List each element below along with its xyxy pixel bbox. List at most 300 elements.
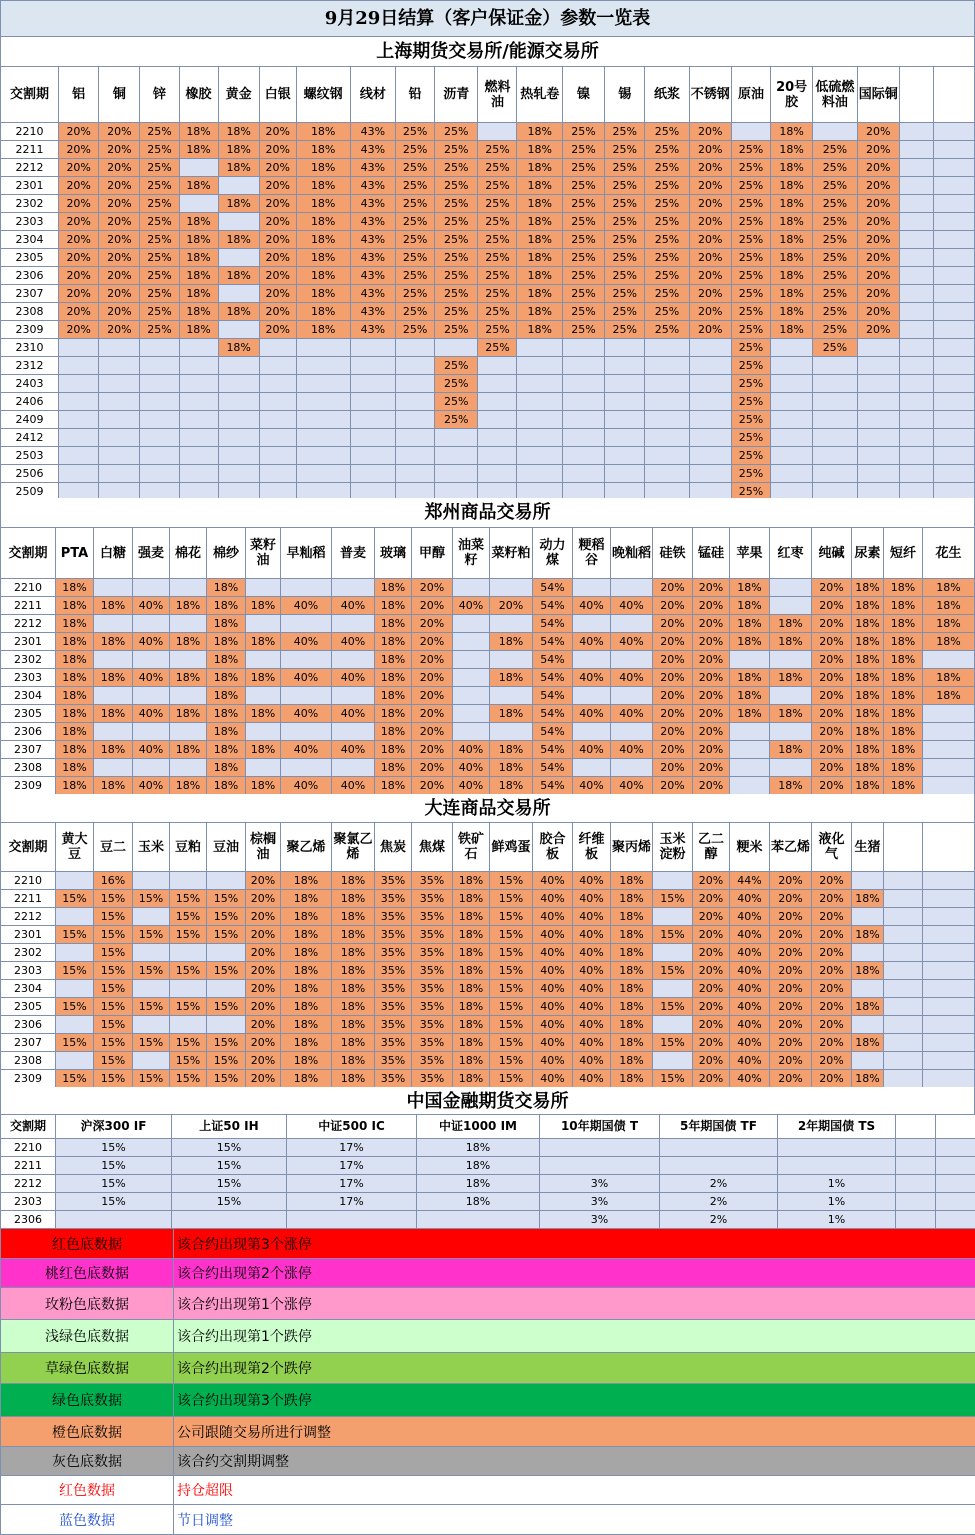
margin-cell <box>605 339 645 357</box>
margin-cell <box>218 447 259 465</box>
margin-cell: 18% <box>884 759 923 777</box>
shfe-col-header: 纸浆 <box>645 67 689 123</box>
margin-cell <box>453 651 490 669</box>
margin-cell: 40% <box>533 1052 573 1070</box>
margin-cell <box>478 429 517 447</box>
margin-cell: 25% <box>645 321 689 339</box>
margin-cell <box>133 944 170 962</box>
margin-cell: 18% <box>218 141 259 159</box>
margin-cell: 15% <box>207 926 246 944</box>
margin-cell: 25% <box>140 159 179 177</box>
margin-cell: 25% <box>605 123 645 141</box>
margin-cell <box>170 1016 207 1034</box>
margin-cell: 40% <box>453 759 490 777</box>
margin-cell: 18% <box>884 579 923 597</box>
legend-key: 绿色底数据 <box>1 1384 174 1417</box>
czce-row <box>1 759 975 777</box>
margin-cell: 20% <box>770 1052 812 1070</box>
margin-cell: 18% <box>332 998 375 1016</box>
margin-cell: 20% <box>857 303 899 321</box>
margin-cell <box>813 447 857 465</box>
margin-cell <box>813 393 857 411</box>
margin-cell <box>56 980 94 998</box>
margin-cell: 15% <box>207 1070 246 1088</box>
margin-cell <box>899 249 933 267</box>
margin-cell: 18% <box>375 651 412 669</box>
margin-cell <box>350 429 395 447</box>
margin-cell <box>933 231 974 249</box>
margin-cell: 40% <box>730 908 770 926</box>
margin-cell: 20% <box>857 123 899 141</box>
margin-cell <box>417 1211 540 1229</box>
margin-cell: 18% <box>453 962 490 980</box>
czce-col-header: 锰硅 <box>693 528 730 579</box>
margin-cell: 20% <box>693 1016 730 1034</box>
margin-cell <box>259 339 296 357</box>
margin-cell: 25% <box>396 303 435 321</box>
margin-cell: 54% <box>533 723 573 741</box>
margin-cell <box>332 615 375 633</box>
margin-cell: 18% <box>296 213 350 231</box>
margin-cell: 25% <box>731 375 770 393</box>
margin-cell <box>884 944 923 962</box>
margin-cell: 20% <box>812 597 852 615</box>
margin-cell: 20% <box>689 195 731 213</box>
margin-cell <box>259 375 296 393</box>
margin-cell <box>605 393 645 411</box>
margin-cell <box>179 393 218 411</box>
margin-cell: 17% <box>287 1193 417 1211</box>
margin-cell: 35% <box>375 1034 412 1052</box>
margin-cell: 20% <box>812 651 852 669</box>
margin-cell: 25% <box>435 267 478 285</box>
margin-cell: 20% <box>412 633 453 651</box>
margin-cell: 54% <box>533 651 573 669</box>
margin-cell: 40% <box>133 705 170 723</box>
dce-col-header: 玉米 <box>133 823 170 872</box>
margin-cell: 18% <box>517 285 562 303</box>
shfe-row <box>1 213 975 231</box>
czce-col-header: 强麦 <box>133 528 170 579</box>
margin-cell: 20% <box>653 669 693 687</box>
margin-cell <box>778 1139 896 1157</box>
margin-cell: 15% <box>207 908 246 926</box>
dce-col-header: 棕榈油 <box>246 823 281 872</box>
margin-cell: 54% <box>533 669 573 687</box>
czce-row <box>1 597 975 615</box>
margin-cell: 18% <box>179 231 218 249</box>
margin-cell: 15% <box>94 962 133 980</box>
margin-cell: 18% <box>94 741 133 759</box>
margin-cell: 18% <box>94 705 133 723</box>
margin-cell: 2% <box>660 1193 778 1211</box>
margin-cell: 18% <box>770 177 812 195</box>
margin-cell: 15% <box>170 1052 207 1070</box>
margin-cell <box>689 411 731 429</box>
margin-cell: 2% <box>660 1211 778 1229</box>
margin-cell <box>730 723 770 741</box>
margin-cell: 18% <box>770 195 812 213</box>
margin-cell: 18% <box>296 123 350 141</box>
margin-cell: 18% <box>296 303 350 321</box>
margin-cell: 25% <box>605 267 645 285</box>
margin-cell <box>813 411 857 429</box>
margin-cell <box>140 393 179 411</box>
margin-cell: 35% <box>412 872 453 890</box>
margin-cell: 20% <box>693 633 730 651</box>
margin-cell <box>899 141 933 159</box>
margin-cell <box>605 375 645 393</box>
margin-cell: 25% <box>605 177 645 195</box>
margin-cell: 20% <box>812 687 852 705</box>
margin-cell <box>140 411 179 429</box>
margin-cell: 20% <box>693 705 730 723</box>
margin-cell: 20% <box>59 123 99 141</box>
margin-cell: 25% <box>731 447 770 465</box>
margin-cell: 40% <box>573 962 611 980</box>
czce-col-header: 动力煤 <box>533 528 573 579</box>
margin-cell: 20% <box>59 195 99 213</box>
margin-cell: 40% <box>281 777 332 795</box>
margin-cell: 40% <box>281 597 332 615</box>
margin-cell: 40% <box>730 962 770 980</box>
margin-cell: 40% <box>453 741 490 759</box>
margin-cell: 15% <box>56 1139 172 1157</box>
margin-cell: 20% <box>246 890 281 908</box>
margin-cell <box>179 465 218 483</box>
margin-cell <box>172 1211 287 1229</box>
cffex-col-header: 上证50 IH <box>172 1115 287 1139</box>
margin-cell <box>936 1175 975 1193</box>
margin-cell <box>56 1016 94 1034</box>
margin-cell: 18% <box>246 597 281 615</box>
margin-cell: 25% <box>731 465 770 483</box>
margin-cell <box>689 447 731 465</box>
margin-cell: 20% <box>693 1070 730 1088</box>
margin-cell <box>94 759 133 777</box>
margin-cell: 25% <box>396 195 435 213</box>
margin-cell: 40% <box>573 597 611 615</box>
margin-cell: 18% <box>770 213 812 231</box>
margin-cell: 20% <box>99 159 140 177</box>
margin-cell <box>689 429 731 447</box>
contract-period: 2212 <box>1 615 56 633</box>
margin-cell <box>133 651 170 669</box>
margin-cell <box>246 615 281 633</box>
margin-cell: 35% <box>375 980 412 998</box>
margin-cell: 20% <box>653 705 693 723</box>
margin-cell <box>490 651 533 669</box>
margin-cell: 20% <box>689 159 731 177</box>
margin-cell: 35% <box>412 980 453 998</box>
margin-cell: 54% <box>533 633 573 651</box>
margin-cell: 18% <box>296 195 350 213</box>
margin-cell: 25% <box>140 249 179 267</box>
cffex-row <box>1 1211 975 1229</box>
margin-cell: 18% <box>453 1016 490 1034</box>
margin-cell: 18% <box>207 777 246 795</box>
margin-cell: 40% <box>573 1070 611 1088</box>
margin-cell <box>933 411 974 429</box>
margin-cell <box>884 872 923 890</box>
dce-col-header: 焦炭 <box>375 823 412 872</box>
margin-cell: 18% <box>179 177 218 195</box>
margin-cell <box>660 1139 778 1157</box>
margin-cell: 25% <box>478 339 517 357</box>
margin-cell: 25% <box>140 123 179 141</box>
margin-cell <box>170 872 207 890</box>
margin-cell: 25% <box>562 195 604 213</box>
shfe-row <box>1 159 975 177</box>
margin-cell: 18% <box>296 267 350 285</box>
margin-cell: 18% <box>453 926 490 944</box>
margin-cell: 18% <box>884 669 923 687</box>
margin-cell: 25% <box>813 285 857 303</box>
margin-cell: 18% <box>218 267 259 285</box>
legend-desc: 该合约出现第3个跌停 <box>174 1384 975 1417</box>
margin-cell: 20% <box>59 177 99 195</box>
margin-cell: 18% <box>770 633 812 651</box>
margin-cell <box>933 249 974 267</box>
czce-col-header: 甲醇 <box>412 528 453 579</box>
margin-cell: 15% <box>170 962 207 980</box>
margin-cell: 25% <box>645 195 689 213</box>
margin-cell: 35% <box>412 998 453 1016</box>
margin-cell: 20% <box>693 759 730 777</box>
margin-cell <box>218 393 259 411</box>
contract-period: 2306 <box>1 1211 56 1229</box>
margin-cell: 20% <box>653 741 693 759</box>
margin-cell <box>59 465 99 483</box>
margin-cell: 18% <box>375 669 412 687</box>
cffex-col-header: 中证1000 IM <box>417 1115 540 1139</box>
margin-cell <box>99 429 140 447</box>
margin-cell <box>645 339 689 357</box>
margin-cell: 3% <box>540 1193 660 1211</box>
margin-cell: 40% <box>533 872 573 890</box>
margin-cell: 25% <box>813 339 857 357</box>
margin-cell <box>770 357 812 375</box>
margin-cell <box>59 411 99 429</box>
margin-cell: 40% <box>453 777 490 795</box>
margin-cell <box>933 159 974 177</box>
margin-cell: 20% <box>59 249 99 267</box>
margin-cell <box>133 579 170 597</box>
margin-cell <box>923 980 975 998</box>
cffex-row <box>1 1193 975 1211</box>
margin-cell: 18% <box>218 195 259 213</box>
margin-cell <box>478 411 517 429</box>
margin-cell <box>281 687 332 705</box>
margin-cell: 35% <box>375 962 412 980</box>
contract-period: 2303 <box>1 1193 56 1211</box>
shfe-col-header: 锌 <box>140 67 179 123</box>
margin-cell <box>884 980 923 998</box>
margin-cell: 20% <box>812 633 852 651</box>
margin-cell: 25% <box>731 249 770 267</box>
margin-cell: 18% <box>490 669 533 687</box>
margin-cell <box>770 597 812 615</box>
margin-cell: 25% <box>605 303 645 321</box>
margin-cell <box>59 375 99 393</box>
shfe-col-header: 黄金 <box>218 67 259 123</box>
margin-cell: 35% <box>412 926 453 944</box>
margin-cell <box>689 393 731 411</box>
margin-cell: 43% <box>350 177 395 195</box>
margin-cell: 20% <box>812 759 852 777</box>
margin-cell: 15% <box>172 1193 287 1211</box>
margin-cell: 15% <box>207 962 246 980</box>
margin-cell: 25% <box>562 141 604 159</box>
margin-cell: 18% <box>246 741 281 759</box>
margin-cell <box>246 723 281 741</box>
margin-cell <box>259 411 296 429</box>
margin-cell: 18% <box>517 141 562 159</box>
margin-cell: 25% <box>645 213 689 231</box>
margin-cell <box>605 357 645 375</box>
margin-cell <box>140 429 179 447</box>
margin-cell: 15% <box>94 908 133 926</box>
shfe-row <box>1 429 975 447</box>
margin-cell <box>653 872 693 890</box>
margin-cell <box>899 177 933 195</box>
margin-cell: 18% <box>246 777 281 795</box>
margin-cell <box>605 465 645 483</box>
margin-cell: 20% <box>412 669 453 687</box>
dce-col-header: 胶合板 <box>533 823 573 872</box>
margin-cell: 15% <box>56 890 94 908</box>
margin-cell <box>899 321 933 339</box>
margin-cell: 15% <box>653 962 693 980</box>
margin-cell: 20% <box>412 777 453 795</box>
margin-cell: 15% <box>56 1193 172 1211</box>
margin-cell <box>332 759 375 777</box>
margin-cell: 18% <box>56 777 94 795</box>
dce-row <box>1 872 975 890</box>
margin-cell: 20% <box>59 267 99 285</box>
margin-cell: 20% <box>59 159 99 177</box>
margin-cell <box>660 1157 778 1175</box>
margin-cell: 18% <box>852 705 884 723</box>
margin-cell: 18% <box>770 285 812 303</box>
margin-cell: 20% <box>259 267 296 285</box>
margin-cell: 18% <box>611 1034 653 1052</box>
margin-cell <box>689 357 731 375</box>
margin-cell: 15% <box>172 1157 287 1175</box>
margin-cell: 25% <box>435 411 478 429</box>
margin-cell: 35% <box>412 890 453 908</box>
margin-cell: 18% <box>281 962 332 980</box>
margin-cell: 18% <box>246 633 281 651</box>
margin-cell: 18% <box>207 759 246 777</box>
margin-cell: 43% <box>350 267 395 285</box>
margin-cell <box>490 615 533 633</box>
margin-cell: 40% <box>573 980 611 998</box>
margin-cell <box>94 651 133 669</box>
margin-cell: 35% <box>375 1052 412 1070</box>
margin-cell <box>207 872 246 890</box>
margin-cell <box>813 357 857 375</box>
margin-cell: 18% <box>296 285 350 303</box>
margin-cell: 18% <box>852 962 884 980</box>
margin-cell: 18% <box>281 1052 332 1070</box>
margin-cell: 18% <box>375 723 412 741</box>
legend-desc: 该合约出现第2个跌停 <box>174 1353 975 1384</box>
margin-cell: 20% <box>812 890 852 908</box>
margin-cell <box>453 705 490 723</box>
margin-cell: 18% <box>218 339 259 357</box>
margin-cell <box>645 375 689 393</box>
margin-cell: 25% <box>813 321 857 339</box>
czce-row <box>1 723 975 741</box>
margin-cell: 1% <box>778 1175 896 1193</box>
margin-cell <box>218 429 259 447</box>
cffex-section-title: 中国金融期货交易所 <box>0 1087 975 1116</box>
contract-period: 2309 <box>1 1070 56 1088</box>
margin-cell: 20% <box>812 1016 852 1034</box>
margin-cell: 18% <box>611 980 653 998</box>
margin-cell: 54% <box>533 777 573 795</box>
margin-cell: 20% <box>653 633 693 651</box>
margin-cell: 18% <box>770 231 812 249</box>
margin-cell: 20% <box>812 908 852 926</box>
margin-cell: 18% <box>375 615 412 633</box>
margin-cell <box>207 1016 246 1034</box>
margin-cell: 18% <box>770 777 812 795</box>
margin-cell: 20% <box>693 687 730 705</box>
margin-cell: 54% <box>533 759 573 777</box>
margin-cell <box>852 908 884 926</box>
contract-period: 2310 <box>1 339 59 357</box>
cffex-col-header: 沪深300 IF <box>56 1115 172 1139</box>
margin-cell: 18% <box>207 669 246 687</box>
margin-cell: 18% <box>207 579 246 597</box>
margin-cell <box>857 393 899 411</box>
margin-cell: 15% <box>56 1034 94 1052</box>
margin-cell: 18% <box>296 249 350 267</box>
margin-cell <box>573 687 611 705</box>
margin-cell: 35% <box>412 944 453 962</box>
margin-cell <box>517 411 562 429</box>
margin-cell <box>730 741 770 759</box>
margin-cell: 18% <box>417 1193 540 1211</box>
margin-cell: 43% <box>350 159 395 177</box>
margin-cell: 18% <box>296 177 350 195</box>
shfe-col-header <box>899 67 933 123</box>
shfe-col-header <box>933 67 974 123</box>
margin-cell <box>218 357 259 375</box>
margin-cell <box>296 465 350 483</box>
margin-cell: 35% <box>375 1070 412 1088</box>
margin-cell: 25% <box>478 321 517 339</box>
margin-cell: 25% <box>562 285 604 303</box>
margin-cell: 18% <box>517 321 562 339</box>
contract-period: 2403 <box>1 375 59 393</box>
margin-cell: 18% <box>94 777 133 795</box>
margin-cell <box>899 231 933 249</box>
margin-cell: 20% <box>99 285 140 303</box>
margin-cell <box>605 429 645 447</box>
margin-cell: 40% <box>573 944 611 962</box>
margin-cell: 18% <box>517 159 562 177</box>
margin-cell: 20% <box>770 944 812 962</box>
legend-key: 蓝色数据 <box>1 1505 174 1535</box>
dce-row <box>1 980 975 998</box>
margin-cell <box>731 123 770 141</box>
margin-cell: 18% <box>56 615 94 633</box>
margin-cell: 15% <box>172 1175 287 1193</box>
margin-cell: 25% <box>645 231 689 249</box>
